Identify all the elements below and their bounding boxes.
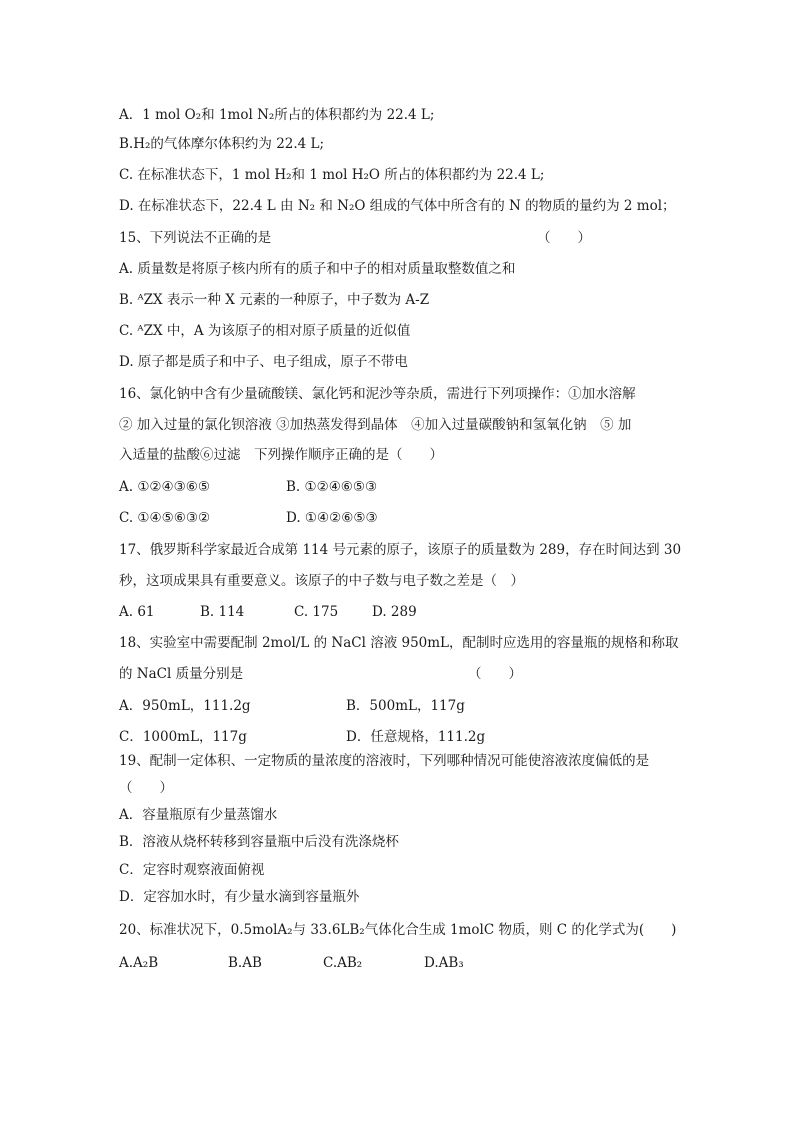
q17-stem-line1: 17、俄罗斯科学家最近合成第 114 号元素的原子，该原子的质量数为 289，存在时间达到 30 (119, 542, 682, 558)
q14-option-c: C. 在标准状态下，1 mol H₂和 1 mol H₂O 所占的体积都约为 22.4 L; (119, 167, 545, 183)
q20-stem: 20、标准状况下，0.5molA₂与 33.6LB₂气体化合生成 1molC 物质，则 C 的化学式为( ) (119, 922, 677, 938)
q18-answer-blank: （ ） (468, 666, 522, 682)
q17-option-c: C. 175 (294, 604, 339, 620)
q20-option-a: A.A₂B (119, 955, 159, 971)
q20-option-c: C.AB₂ (323, 955, 363, 971)
q15-option-b: B. ᴬZX 表示一种 X 元素的一种原子，中子数为 A-Z (119, 292, 430, 308)
q18-option-b: B．500mL，117g (346, 698, 465, 714)
q16-option-a: A. ①②④③⑥⑤ (119, 479, 210, 495)
q15-option-d: D. 原子都是质子和中子、电子组成，原子不带电 (119, 354, 408, 370)
q18-option-a: A．950mL，111.2g (119, 698, 251, 714)
q18-stem-line2: 的 NaCl 质量分别是 (119, 666, 244, 682)
q19-stem: 19、配制一定体积、一定物质的量浓度的溶液时，下列哪种情况可能使溶液浓度偏低的是 (119, 753, 650, 769)
q19-option-a: A．容量瓶原有少量蒸馏水 (119, 807, 278, 823)
q16-option-c: C. ①④⑤⑥③② (119, 510, 211, 526)
q19-option-b: B．溶液从烧杯转移到容量瓶中后没有洗涤烧杯 (119, 834, 399, 850)
q15-option-a: A. 质量数是将原子核内所有的质子和中子的相对质量取整数值之和 (119, 261, 516, 277)
q16-stem-line3: 入适量的盐酸⑥过滤 下列操作顺序正确的是（ ） (119, 447, 443, 463)
q15-stem: 15、下列说法不正确的是 (119, 230, 272, 246)
q15-answer-blank: （ ） (537, 230, 591, 246)
q17-stem-line2: 秒，这项成果具有重要意义。该原子的中子数与电子数之差是（ ） (119, 573, 524, 589)
q19-option-c: C．定容时观察液面俯视 (119, 862, 265, 878)
q16-stem-line2: ② 加入过量的氯化钡溶液 ③加热蒸发得到晶体 ④加入过量碳酸钠和氢氧化钠 ⑤ 加 (119, 417, 632, 433)
q18-option-c: C．1000mL，117g (119, 729, 247, 745)
q16-option-d: D. ①④②⑥⑤③ (286, 510, 378, 526)
q14-option-a: A．1 mol O₂和 1mol N₂所占的体积都约为 22.4 L; (119, 107, 435, 123)
q20-option-b: B.AB (228, 955, 262, 971)
q18-stem-line1: 18、实验室中需要配制 2mol/L 的 NaCl 溶液 950mL，配制时应选用的容量瓶的规格和称取 (119, 635, 679, 651)
q19-option-d: D．定容加水时，有少量水滴到容量瓶外 (119, 889, 360, 905)
q17-option-b: B. 114 (200, 604, 245, 620)
q15-option-c: C. ᴬZX 中，A 为该原子的相对原子质量的近似值 (119, 323, 411, 339)
q17-option-d: D. 289 (372, 604, 417, 620)
q14-option-b: B.H₂的气体摩尔体积约为 22.4 L; (119, 136, 325, 152)
q16-stem-line1: 16、氯化钠中含有少量硫酸镁、氯化钙和泥沙等杂质，需进行下列项操作：①加水溶解 (119, 386, 636, 402)
q14-option-d: D. 在标准状态下，22.4 L 由 N₂ 和 N₂O 组成的气体中所含有的 N 的物质的量约为 2 mol； (119, 198, 676, 214)
q19-answer-blank: （ ） (119, 780, 173, 796)
q18-option-d: D．任意规格，111.2g (346, 729, 486, 745)
q17-option-a: A. 61 (119, 604, 155, 620)
q20-option-d: D.AB₃ (424, 955, 464, 971)
q16-option-b: B. ①②④⑥⑤③ (286, 479, 378, 495)
